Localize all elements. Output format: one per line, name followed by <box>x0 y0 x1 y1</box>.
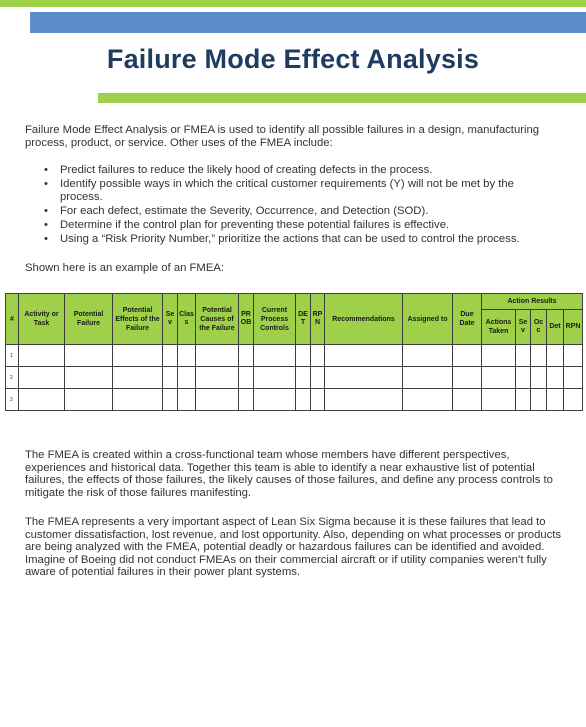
list-item: • Using a “Risk Priority Number,” prioritize the actions that can be used to control the process. <box>44 233 544 246</box>
list-item: • Predict failures to reduce the likely hood of creating defects in the process. <box>44 164 544 177</box>
table-row <box>6 367 583 389</box>
col-det-header: DET <box>296 294 311 345</box>
row-number: 2 <box>6 367 19 389</box>
header-blue-bar <box>30 12 586 33</box>
list-item: • Determine if the control plan for preventing these potential failures is effective. <box>44 219 544 232</box>
row-number: 1 <box>6 345 19 367</box>
col-sev-header: Sev <box>163 294 178 345</box>
example-intro: Shown here is an example of an FMEA: <box>25 262 225 274</box>
col-number-header: # <box>6 294 19 345</box>
fmea-table <box>5 293 583 411</box>
row-number: 3 <box>6 389 19 411</box>
col-prob-header: PROB <box>239 294 254 345</box>
col-potential-causes-header: Potential Causes of the Failure <box>196 294 239 345</box>
col-assigned-to-header: Assigned to <box>403 294 453 345</box>
importance-paragraph: The FMEA represents a very important aspect of Lean Six Sigma because it is these failures that lead to customer dissatisfaction, lost revenue, and lost opportunity. Also, depending on what processes or products are being analyzed with the FMEA, potential deadly or hazardous failures can be identified and avoided. Imagine of Boeing did not conduct FMEAs on their commercial aircraft or if utility companies weren’t fully aware of potential failures in their power plant systems. <box>25 516 562 579</box>
table-row <box>6 389 583 411</box>
team-paragraph: The FMEA is created within a cross-functional team whose members have different perspectives, experiences and historical data. Together this team is able to identify a near exhaustive list of potential failures, the effects of those failures, the likely causes of those failures, and define any process controls to mitigate the risk of those failures manifesting. <box>25 449 553 499</box>
page-title: Failure Mode Effect Analysis <box>106 44 480 74</box>
header-green-bar <box>0 0 586 7</box>
col-actions-taken-header: Actions Taken <box>482 310 516 345</box>
col-potential-effects-header: Potential Effects of the Failure <box>113 294 163 345</box>
col-recommendations-header: Recommendations <box>325 294 403 345</box>
col-result-det-header: Det <box>547 310 564 345</box>
intro-paragraph: Failure Mode Effect Analysis or FMEA is used to identify all possible failures in a design, manufacturing process, product, or service. Other uses of the FMEA include: <box>25 124 540 149</box>
col-class-header: Class <box>178 294 196 345</box>
col-potential-failure-header: Potential Failure <box>65 294 113 345</box>
col-rpn-header: RPN <box>311 294 325 345</box>
table-row <box>6 345 583 367</box>
uses-list <box>44 164 544 247</box>
fmea-table-body <box>6 345 583 411</box>
title-underline-bar <box>98 93 586 103</box>
col-current-controls-header: Current Process Controls <box>254 294 296 345</box>
col-activity-header: Activity or Task <box>19 294 65 345</box>
col-due-date-header: Due Date <box>453 294 482 345</box>
list-item: • Identify possible ways in which the critical customer requirements (Y) will not be met by the process. <box>44 178 544 203</box>
col-result-sev-header: Sev <box>516 310 531 345</box>
action-results-header: Action Results <box>482 294 583 310</box>
col-result-occ-header: Occ <box>531 310 547 345</box>
list-item: • For each defect, estimate the Severity, Occurrence, and Detection (SOD). <box>44 205 544 218</box>
col-result-rpn-header: RPN <box>564 310 583 345</box>
